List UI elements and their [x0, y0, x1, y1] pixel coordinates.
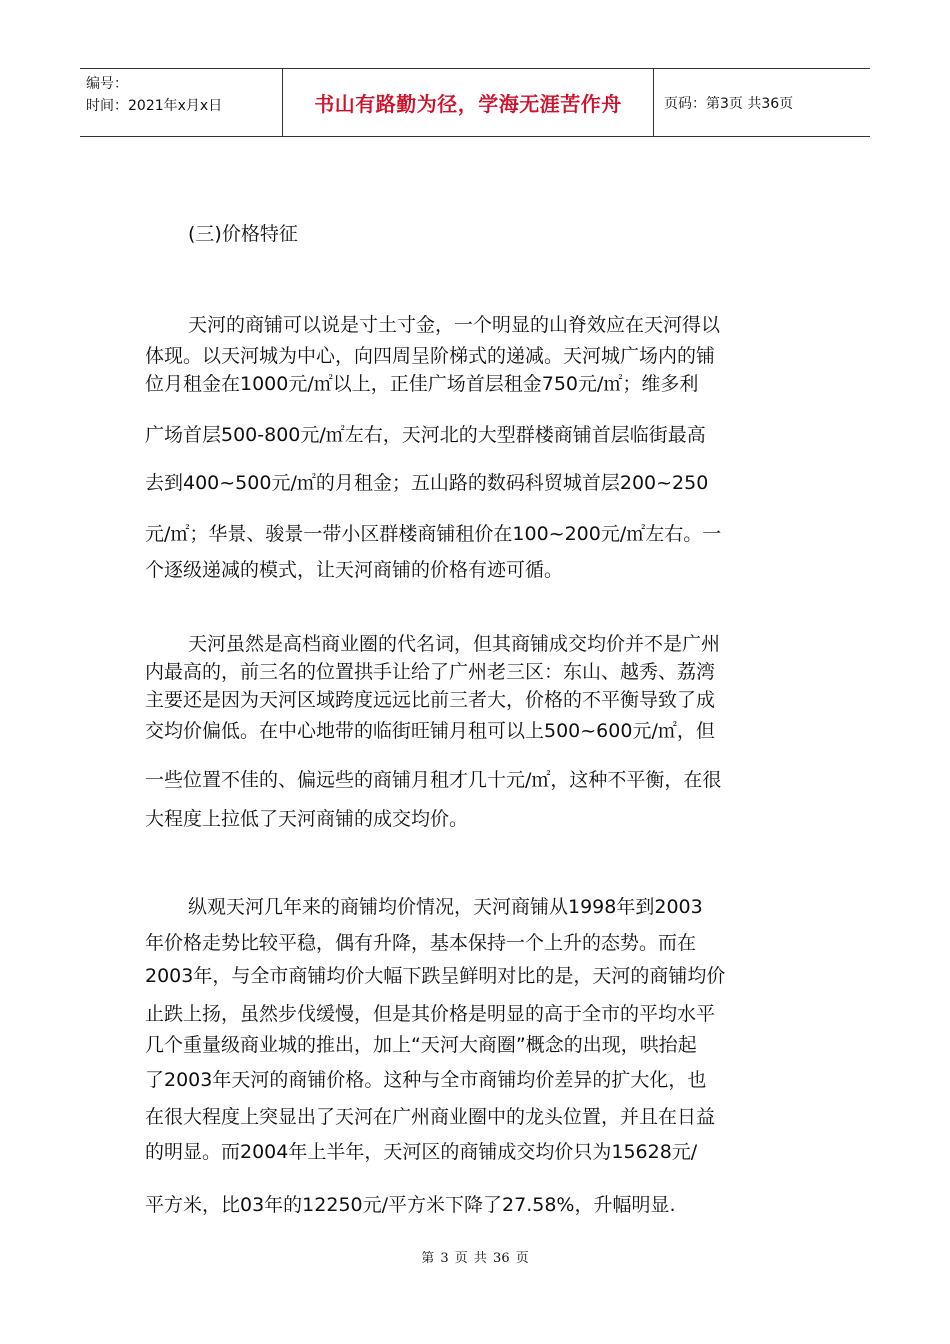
motto: 书山有路勤为径，学海无涯苦作舟	[314, 92, 622, 116]
paragraph-line: 在很大程度上突显出了天河在广州商业圈中的龙头位置，并且在日益	[145, 1106, 716, 1128]
paragraph-line: 的明显。而2004年上半年，天河区的商铺成交均价只为15628元/	[145, 1141, 698, 1163]
header-motto-cell	[282, 69, 654, 136]
paragraph-line: 年价格走势比较平稳，偶有升降，基本保持一个上升的态势。而在	[145, 932, 697, 954]
section-heading: (三)价格特征	[188, 223, 298, 245]
header-page-cell	[654, 69, 870, 136]
paragraph-line: 内最高的，前三名的位置拱手让给了广州老三区：东山、越秀、荔湾	[145, 661, 716, 683]
paragraph-line: 大程度上拉低了天河商铺的成交均价。	[145, 808, 469, 830]
page-label: 页码：第3页 共36页	[664, 95, 794, 112]
paragraph-line: 纵观天河几年来的商铺均价情况，天河商铺从1998年到2003	[188, 896, 703, 918]
paragraph-line: 去到400~500元/㎡的月租金；五山路的数码科贸城首层200~250	[145, 472, 709, 494]
paragraph-line: 元/㎡；华景、骏景一带小区群楼商铺租价在100~200元/㎡左右。一	[145, 523, 722, 545]
paragraph-line: 个逐级递减的模式，让天河商铺的价格有迹可循。	[145, 559, 564, 581]
paragraph-line: 主要还是因为天河区域跨度远远比前三者大，价格的不平衡导致了成	[145, 689, 716, 711]
paragraph-line: 天河的商铺可以说是寸土寸金，一个明显的山脊效应在天河得以	[188, 314, 721, 336]
paragraph-line: 广场首层500-800元/㎡左右，天河北的大型群楼商铺首层临街最高	[145, 424, 706, 446]
paragraph-line: 2003年，与全市商铺均价大幅下跌呈鲜明对比的是，天河的商铺均价	[145, 965, 726, 987]
paragraph-line: 平方米，比03年的12250元/平方米下降了27.58%，升幅明显.	[145, 1194, 676, 1216]
page-footer: 第 3 页 共 36 页	[421, 1251, 529, 1266]
paragraph-line: 了2003年天河的商铺价格。这种与全市商铺均价差异的扩大化，也	[145, 1069, 707, 1091]
page-header	[80, 68, 870, 137]
paragraph-line: 体现。以天河城为中心，向四周呈阶梯式的递减。天河城广场内的铺	[145, 345, 716, 367]
paragraph-line: 止跌上扬，虽然步伐缓慢，但是其价格是明显的高于全市的平均水平	[145, 1003, 716, 1025]
number-label: 编号：	[86, 76, 128, 92]
paragraph-line: 天河虽然是高档商业圈的代名词，但其商铺成交均价并不是广州	[188, 633, 721, 655]
paragraph-line: 几个重量级商业城的推出，加上“天河大商圈”概念的出现，哄抬起	[145, 1034, 697, 1056]
date-label: 时间：2021年x月x日	[86, 98, 223, 114]
paragraph-line: 位月租金在1000元/㎡以上，正佳广场首层租金750元/㎡；维多利	[145, 373, 699, 395]
paragraph-line: 交均价偏低。在中心地带的临街旺铺月租可以上500~600元/㎡，但	[145, 720, 715, 742]
header-meta	[80, 69, 282, 136]
paragraph-line: 一些位置不佳的、偏远些的商铺月租才几十元/㎡，这种不平衡，在很	[145, 769, 722, 791]
